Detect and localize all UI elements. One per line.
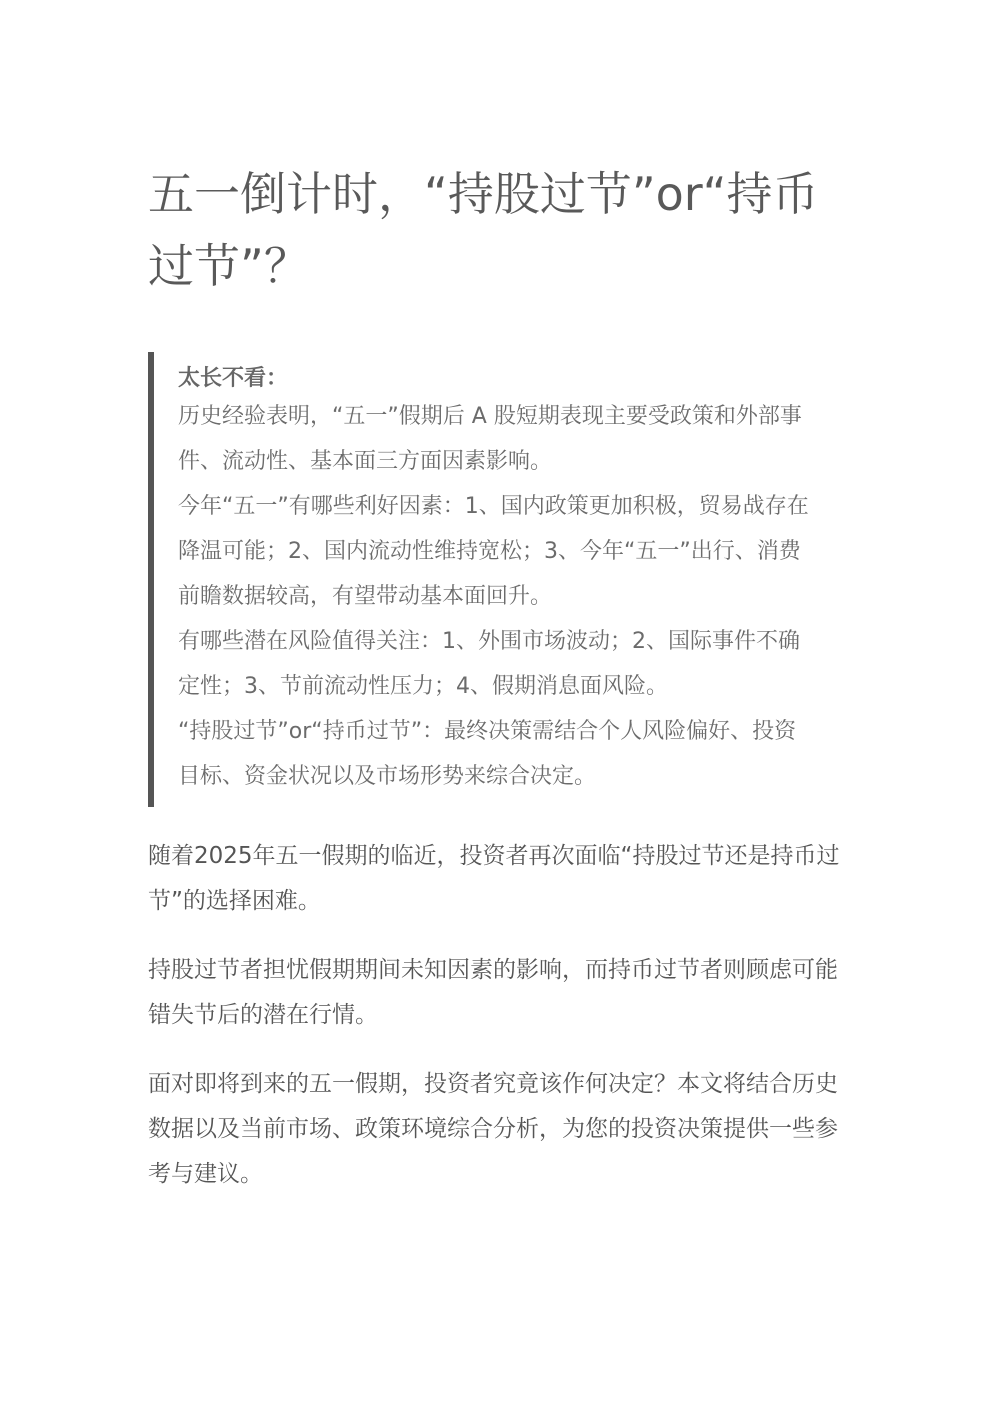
article-body — [148, 834, 848, 1221]
summary-paragraph: 有哪些潜在风险值得关注：1、外围市场波动；2、国际事件不确定性；3、节前流动性压力；4、假期消息面风险。 — [178, 629, 800, 699]
summary-paragraph: 今年“五一”有哪些利好因素：1、国内政策更加积极，贸易战存在降温可能；2、国内流动性维持宽松；3、今年“五一”出行、消费前瞻数据较高，有望带动基本面回升。 — [178, 494, 809, 609]
summary-paragraph: 历史经验表明，“五一”假期后 A 股短期表现主要受政策和外部事件、流动性、基本面三方面因素影响。 — [178, 404, 802, 474]
body-paragraph: 持股过节者担忧假期期间未知因素的影响，而持币过节者则顾虑可能错失节后的潜在行情。 — [148, 957, 838, 1028]
page-title: 五一倒计时，“持股过节”or“持币过节”？ — [148, 167, 819, 293]
summary-paragraph: “持股过节”or“持币过节”：最终决策需结合个人风险偏好、投资目标、资金状况以及市场形势来综合决定。 — [178, 719, 797, 789]
summary-blockquote — [148, 352, 828, 807]
body-paragraph: 面对即将到来的五一假期，投资者究竟该作何决定？本文将结合历史数据以及当前市场、政策环境综合分析，为您的投资决策提供一些参考与建议。 — [148, 1071, 838, 1187]
summary-text — [178, 394, 818, 799]
body-paragraph: 随着2025年五一假期的临近，投资者再次面临“持股过节还是持币过节”的选择困难。 — [148, 843, 840, 914]
summary-heading: 太长不看： — [178, 366, 289, 391]
